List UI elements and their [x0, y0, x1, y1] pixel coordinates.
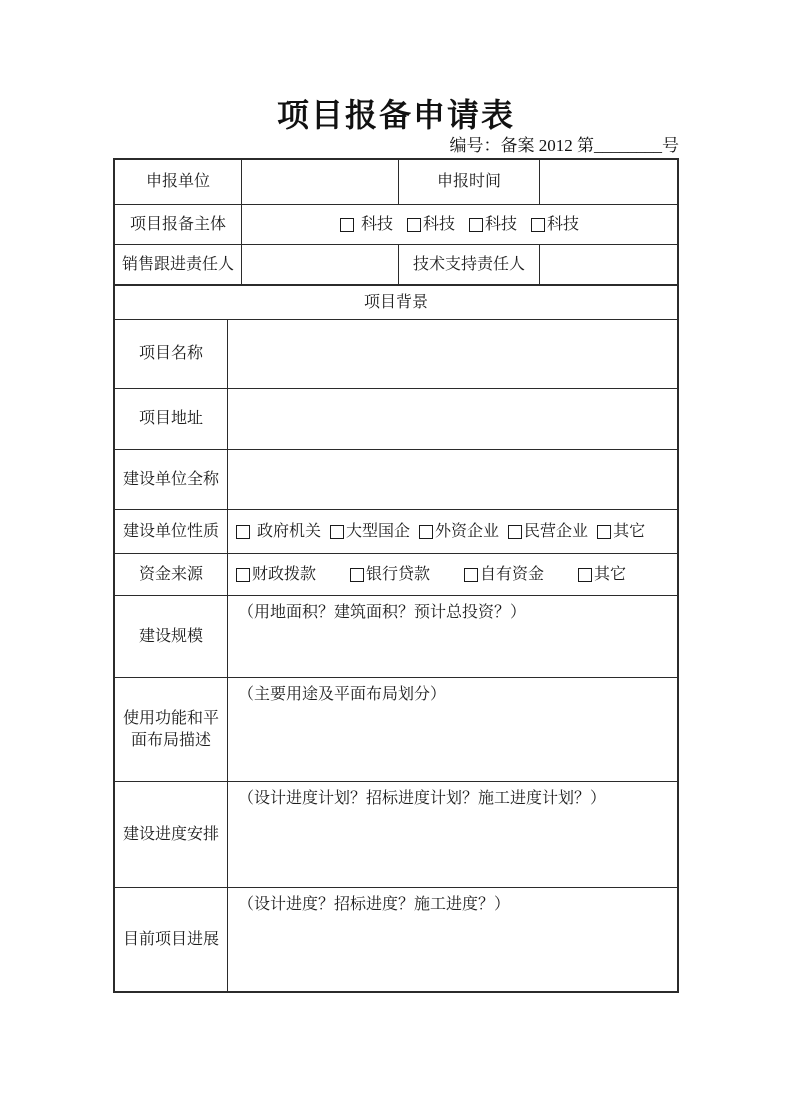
application-form-table — [113, 158, 679, 993]
unit-nature-option — [330, 521, 410, 543]
funding-option-label: 自有资金 — [480, 565, 545, 583]
funding-option — [350, 564, 430, 586]
checkbox-icon — [407, 218, 421, 232]
row-construction-scale — [115, 596, 677, 678]
funding-option-label: 财政拨款 — [252, 565, 317, 583]
schedule-label: 建设进度安排 — [115, 782, 228, 887]
unit-nature-option — [236, 521, 321, 543]
row-funding-source — [115, 554, 677, 596]
subject-option — [531, 214, 579, 236]
checkbox-icon — [330, 525, 344, 539]
row-usage-layout — [115, 678, 677, 782]
checkbox-icon — [578, 568, 592, 582]
current-progress-hint-cell: （设计进度？招标进度？施工进度？） — [238, 896, 511, 913]
declare-unit-label: 申报单位 — [115, 160, 242, 204]
usage-layout-label: 使用功能和平面布局描述 — [115, 678, 228, 781]
unit-nature-option-label: 其它 — [613, 522, 646, 540]
checkbox-icon — [340, 218, 354, 232]
funding-option — [464, 564, 544, 586]
unit-nature-option-label: 政府机关 — [257, 522, 322, 540]
subject-option — [407, 214, 455, 236]
declare-time-value-cell — [540, 160, 677, 204]
document-title: 项目报备申请表 — [276, 97, 515, 133]
project-address-value-cell — [228, 389, 677, 449]
project-address-label: 项目地址 — [115, 389, 228, 449]
sales-lead-value-cell — [242, 245, 399, 284]
checkbox-icon — [419, 525, 433, 539]
current-progress-label: 目前项目进展 — [115, 888, 228, 991]
project-name-value-cell — [228, 320, 677, 388]
construction-unit-label: 建设单位全称 — [115, 450, 228, 509]
construction-scale-label: 建设规模 — [115, 596, 228, 677]
checkbox-icon — [236, 568, 250, 582]
funding-option-label: 其它 — [594, 565, 627, 583]
unit-nature-option-label: 外资企业 — [435, 522, 500, 540]
checkbox-icon — [531, 218, 545, 232]
unit-nature-option — [597, 521, 645, 543]
declare-time-label: 申报时间 — [399, 160, 540, 204]
unit-nature-option — [419, 521, 499, 543]
funding-option-label: 银行贷款 — [366, 565, 431, 583]
subject-label: 项目报备主体 — [115, 205, 242, 244]
tech-support-value-cell — [540, 245, 677, 284]
checkbox-icon — [236, 525, 250, 539]
schedule-hint-cell: （设计进度计划？招标进度计划？施工进度计划？） — [238, 790, 607, 807]
project-name-label: 项目名称 — [115, 320, 228, 388]
section-header-project-background: 项目背景 — [363, 293, 428, 311]
checkbox-icon — [597, 525, 611, 539]
row-project-name — [115, 320, 677, 389]
construction-scale-hint-cell: （用地面积？建筑面积？预计总投资？） — [238, 604, 527, 621]
subject-option-label: 科技 — [360, 215, 393, 233]
row-current-progress — [115, 888, 677, 991]
row-schedule — [115, 782, 677, 888]
tech-support-label: 技术支持责任人 — [399, 245, 540, 284]
funding-option — [236, 564, 316, 586]
unit-nature-label: 建设单位性质 — [115, 510, 228, 553]
checkbox-icon — [469, 218, 483, 232]
unit-nature-option-label: 大型国企 — [346, 522, 411, 540]
row-declare — [115, 160, 677, 205]
checkbox-icon — [464, 568, 478, 582]
declare-unit-value-cell — [242, 160, 399, 204]
funding-option — [578, 564, 626, 586]
usage-layout-hint-cell: （主要用途及平面布局划分） — [238, 686, 447, 703]
unit-nature-option-label: 民营企业 — [524, 522, 589, 540]
subject-option-label: 科技 — [422, 215, 455, 233]
sales-lead-label: 销售跟进责任人 — [115, 245, 242, 284]
unit-nature-option — [508, 521, 588, 543]
unit-nature-options — [228, 510, 677, 553]
row-section-header — [115, 286, 677, 320]
subject-option — [340, 214, 393, 236]
subject-option-label: 科技 — [547, 215, 580, 233]
row-subject — [115, 205, 677, 245]
row-unit-nature — [115, 510, 677, 554]
subject-option — [469, 214, 517, 236]
funding-source-options — [228, 554, 677, 595]
construction-unit-value-cell — [228, 450, 677, 509]
row-responsible — [115, 245, 677, 286]
checkbox-icon — [508, 525, 522, 539]
row-construction-unit — [115, 450, 677, 510]
document-code-line: 编号：备案 2012 第________号 — [449, 136, 679, 155]
subject-option-label: 科技 — [485, 215, 518, 233]
row-project-address — [115, 389, 677, 450]
subject-options — [242, 205, 677, 244]
checkbox-icon — [350, 568, 364, 582]
funding-source-label: 资金来源 — [115, 554, 228, 595]
